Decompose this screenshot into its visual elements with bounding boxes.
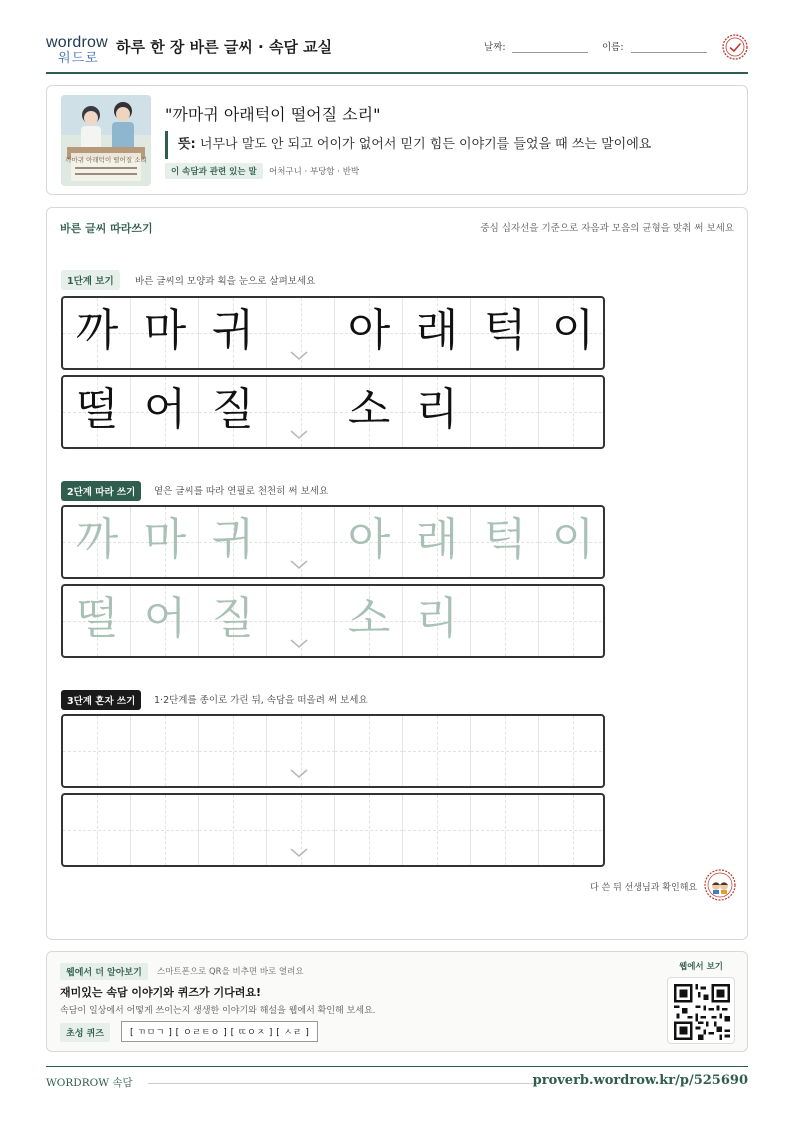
quiz-label: 초성 퀴즈 bbox=[60, 1023, 110, 1042]
step3-row-1[interactable] bbox=[61, 714, 605, 788]
grid-character bbox=[471, 377, 539, 447]
name-label: 이름: bbox=[602, 42, 624, 53]
step3-desc: 1·2단계를 종이로 가린 뒤, 속담을 떠올려 써 보세요 bbox=[154, 695, 368, 706]
grid-character: 까 bbox=[75, 514, 119, 565]
step2-tag: 2단계 따라 쓰기 bbox=[61, 481, 141, 501]
teacher-check-text: 다 쓴 뒤 선생님과 확인해요 bbox=[590, 883, 698, 893]
qr-code[interactable] bbox=[667, 977, 735, 1044]
chevron-down-icon bbox=[289, 559, 309, 571]
web-hint: 스마트폰으로 QR을 비추면 바로 열려요 bbox=[157, 967, 304, 977]
grid-cell[interactable] bbox=[403, 507, 471, 577]
grid-cell[interactable] bbox=[539, 586, 605, 656]
grid-cell[interactable] bbox=[471, 716, 539, 786]
guide-line-vertical bbox=[505, 795, 506, 865]
grid-character: 소 bbox=[347, 384, 391, 435]
grid-character: 리 bbox=[415, 593, 459, 644]
practice-card bbox=[46, 207, 748, 940]
chevron-down-icon bbox=[289, 768, 309, 780]
related-label: 이 속담과 관련 있는 말 bbox=[165, 163, 263, 179]
grid-cell[interactable] bbox=[335, 586, 403, 656]
grid-character: 떨 bbox=[75, 593, 119, 644]
page-header bbox=[46, 30, 748, 74]
date-field[interactable] bbox=[512, 52, 588, 53]
grid-cell[interactable] bbox=[131, 507, 199, 577]
grid-character: 귀 bbox=[211, 514, 255, 565]
grid-cell[interactable] bbox=[335, 507, 403, 577]
teacher-stamp-icon bbox=[704, 869, 736, 901]
guide-line-horizontal bbox=[539, 830, 605, 831]
grid-character: 리 bbox=[415, 384, 459, 435]
qr-label: 웹에서 보기 bbox=[679, 962, 724, 972]
grid-cell bbox=[131, 377, 199, 447]
grid-cell[interactable] bbox=[403, 586, 471, 656]
grid-cell bbox=[403, 298, 471, 368]
footer-divider bbox=[46, 1066, 748, 1067]
grid-cell[interactable] bbox=[131, 586, 199, 656]
proverb-meaning bbox=[165, 131, 651, 159]
grid-character: 귀 bbox=[211, 305, 255, 356]
footer-brand: WORDROW 속담 bbox=[46, 1077, 133, 1089]
logo-korean: 워드로 bbox=[58, 51, 99, 66]
grid-cell bbox=[471, 298, 539, 368]
guide-line-vertical bbox=[97, 716, 98, 786]
proverb-illustration bbox=[61, 95, 151, 186]
grid-cell[interactable] bbox=[335, 716, 403, 786]
guide-line-vertical bbox=[437, 716, 438, 786]
name-field[interactable] bbox=[631, 52, 707, 53]
grid-character: 질 bbox=[211, 593, 255, 644]
date-label: 날짜: bbox=[484, 42, 506, 53]
grid-character: 소 bbox=[347, 593, 391, 644]
proverb-card bbox=[46, 85, 748, 195]
grid-character: 어 bbox=[143, 384, 187, 435]
grid-cell bbox=[199, 298, 267, 368]
qr-code-icon bbox=[674, 984, 730, 1040]
step1-tag: 1단계 보기 bbox=[61, 270, 120, 290]
check-stamp-icon bbox=[722, 34, 748, 60]
grid-character: 턱 bbox=[483, 514, 527, 565]
grid-cell[interactable] bbox=[131, 795, 199, 865]
guide-line-vertical bbox=[369, 716, 370, 786]
step1-row-2 bbox=[61, 375, 605, 449]
grid-character bbox=[471, 586, 539, 656]
meaning-text: 너무나 말도 안 되고 어이가 없어서 믿기 힘든 이야기를 들었을 때 쓰는 말이에요 bbox=[199, 137, 652, 152]
chevron-down-icon bbox=[289, 429, 309, 441]
grid-cell[interactable] bbox=[199, 716, 267, 786]
grid-character bbox=[539, 586, 605, 656]
guide-line-vertical bbox=[165, 795, 166, 865]
guide-line-vertical bbox=[573, 716, 574, 786]
guide-line-vertical bbox=[505, 716, 506, 786]
grid-cell[interactable] bbox=[131, 716, 199, 786]
grid-cell bbox=[131, 298, 199, 368]
wordrow-logo bbox=[46, 34, 108, 66]
grid-cell[interactable] bbox=[63, 586, 131, 656]
chevron-down-icon bbox=[289, 350, 309, 362]
grid-character: 아 bbox=[347, 514, 391, 565]
step2-row-1[interactable] bbox=[61, 505, 605, 579]
chevron-down-icon bbox=[289, 638, 309, 650]
grid-character: 마 bbox=[143, 305, 187, 356]
grid-character: 어 bbox=[143, 593, 187, 644]
step1-row-1 bbox=[61, 296, 605, 370]
grid-character: 마 bbox=[143, 514, 187, 565]
web-tag: 웹에서 더 알아보기 bbox=[60, 963, 148, 980]
grid-cell[interactable] bbox=[199, 507, 267, 577]
grid-character: 래 bbox=[415, 514, 459, 565]
step1-desc: 바른 글씨의 모양과 획을 눈으로 살펴보세요 bbox=[135, 276, 316, 287]
guide-line-vertical bbox=[573, 795, 574, 865]
grid-cell[interactable] bbox=[471, 586, 539, 656]
chevron-down-icon bbox=[289, 847, 309, 859]
footer-url-link[interactable]: proverb.wordrow.kr/p/525690 bbox=[532, 1073, 748, 1088]
guide-line-vertical bbox=[369, 795, 370, 865]
grid-cell bbox=[471, 377, 539, 447]
step2-desc: 옅은 글씨를 따라 연필로 천천히 써 보세요 bbox=[154, 486, 329, 497]
grid-character: 아 bbox=[347, 305, 391, 356]
grid-cell bbox=[403, 377, 471, 447]
grid-character: 턱 bbox=[483, 305, 527, 356]
logo-wordmark: wordrow bbox=[46, 34, 108, 51]
grid-cell[interactable] bbox=[403, 716, 471, 786]
meaning-label: 뜻: bbox=[178, 137, 196, 152]
grid-cell bbox=[199, 377, 267, 447]
guide-line-vertical bbox=[437, 795, 438, 865]
grid-cell bbox=[63, 377, 131, 447]
grid-cell bbox=[335, 377, 403, 447]
grid-character: 이 bbox=[551, 305, 595, 356]
grid-character: 떨 bbox=[75, 384, 119, 435]
footer-rule bbox=[148, 1083, 536, 1084]
grid-cell[interactable] bbox=[63, 507, 131, 577]
step3-tag: 3단계 혼자 쓰기 bbox=[61, 690, 141, 710]
web-headline: 재미있는 속담 이야기와 퀴즈가 기다려요! bbox=[60, 986, 261, 999]
proverb-title: "까마귀 아래턱이 떨어질 소리" bbox=[165, 105, 381, 124]
grid-cell[interactable] bbox=[539, 795, 605, 865]
related-words: 어처구니 · 부당함 · 반박 bbox=[269, 167, 360, 177]
grid-character: 까 bbox=[75, 305, 119, 356]
grid-cell[interactable] bbox=[63, 795, 131, 865]
web-desc: 속담이 일상에서 어떻게 쓰이는지 생생한 이야기와 해설을 웹에서 확인해 보세요. bbox=[60, 1006, 376, 1016]
guide-line-vertical bbox=[233, 795, 234, 865]
grid-cell[interactable] bbox=[471, 507, 539, 577]
grid-cell[interactable] bbox=[199, 586, 267, 656]
grid-cell[interactable] bbox=[199, 795, 267, 865]
guide-line-vertical bbox=[165, 716, 166, 786]
grid-cell bbox=[539, 377, 605, 447]
grid-cell[interactable] bbox=[539, 507, 605, 577]
grid-character: 질 bbox=[211, 384, 255, 435]
practice-hint: 중심 십자선을 기준으로 자음과 모음의 균형을 맞춰 써 보세요 bbox=[480, 223, 734, 234]
grid-character: 이 bbox=[551, 514, 595, 565]
illustration-caption: 까마귀 아래턱이 떨어질 소리 bbox=[65, 156, 147, 164]
grid-cell[interactable] bbox=[539, 716, 605, 786]
step2-row-2[interactable] bbox=[61, 584, 605, 658]
grid-cell[interactable] bbox=[471, 795, 539, 865]
practice-title: 바른 글씨 따라쓰기 bbox=[60, 222, 153, 235]
grid-cell bbox=[335, 298, 403, 368]
guide-line-vertical bbox=[233, 716, 234, 786]
page-title: 하루 한 장 바른 글씨 · 속담 교실 bbox=[116, 38, 333, 56]
grid-cell[interactable] bbox=[63, 716, 131, 786]
grid-character bbox=[539, 377, 605, 447]
guide-line-vertical bbox=[97, 795, 98, 865]
grid-character: 래 bbox=[415, 305, 459, 356]
web-more-card bbox=[46, 951, 748, 1052]
grid-cell[interactable] bbox=[335, 795, 403, 865]
initial-consonant-quiz: [ ㄲㅁㄱ ] [ ㅇㄹㅌㅇ ] [ ㄸㅇㅈ ] [ ㅅㄹ ] bbox=[121, 1021, 318, 1042]
grid-cell bbox=[539, 298, 605, 368]
step3-row-2[interactable] bbox=[61, 793, 605, 867]
guide-line-horizontal bbox=[539, 751, 605, 752]
grid-cell bbox=[63, 298, 131, 368]
grid-cell[interactable] bbox=[403, 795, 471, 865]
